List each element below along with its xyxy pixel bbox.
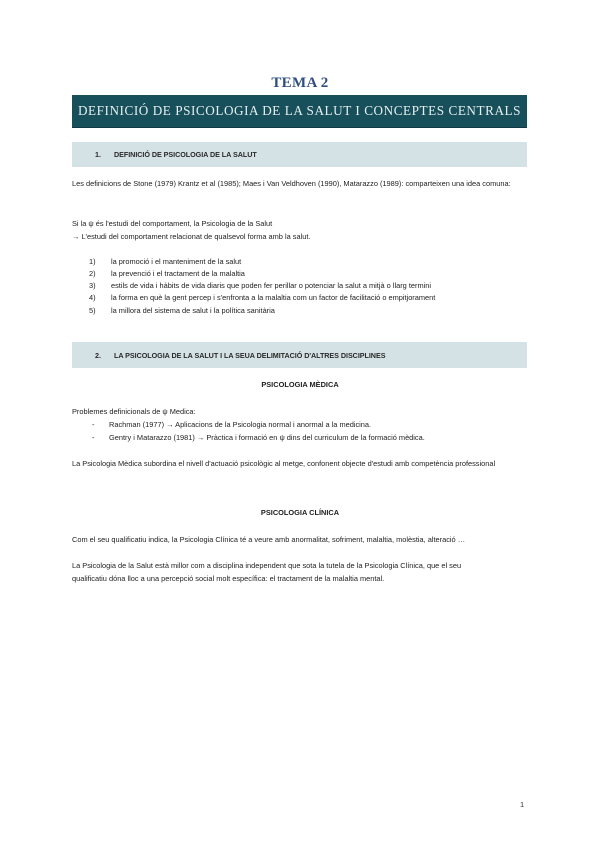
page-number: 1 [520, 800, 525, 809]
clinica-paragraph-1: Com el seu qualificatiu indica, la Psicologia Clínica té a veure amb anormalitat, sofriment, malaltia, molèstia, alteració … [72, 535, 466, 544]
list-item-number: 1) [89, 257, 96, 266]
main-title: DEFINICIÓ DE PSICOLOGIA DE LA SALUT I CONCEPTES CENTRALS [77, 103, 522, 118]
statement-line-2: → L'estudi del comportament relacionat de qualsevol forma amb la salut. [72, 232, 311, 241]
section-1-intro: Les definicions de Stone (1979) Krantz et al (1985); Maes i Van Veldhoven (1990), Matarazzo (1989): comparteixen una idea comuna: [72, 179, 511, 188]
section-2-title: LA PSICOLOGIA DE LA SALUT I LA SEUA DELIMITACIÓ D'ALTRES DISCIPLINES [114, 350, 386, 360]
section-1-number: 1. [95, 150, 101, 159]
heading-psicologia-clinica: PSICOLOGIA CLÍNICA [260, 508, 340, 517]
heading-psicologia-medica: PSICOLOGIA MÈDICA [261, 380, 339, 389]
list-item: la forma en què la gent percep i s'enfronta a la malaltia com un factor de facilitació o empitjorament [111, 293, 436, 302]
list-item-number: 4) [89, 293, 96, 302]
clinica-paragraph-2-line-2: qualificatiu dóna lloc a una percepció social molt específica: el tractament de la malaltia mental. [72, 574, 385, 583]
topic-label: TEMA 2 [271, 75, 329, 91]
bullet-dash: - [92, 433, 95, 442]
problems-label: Problemes definicionals de ψ Medica: [72, 407, 196, 416]
list-item: la millora del sistema de salut i la política sanitària [111, 306, 275, 315]
bullet-item: Rachman (1977) → Aplicacions de la Psicologia normal i anormal a la medicina. [109, 420, 372, 429]
section-1-banner [72, 142, 527, 167]
section-2-banner [72, 342, 527, 368]
list-item-number: 2) [89, 269, 96, 278]
bullet-dash: - [92, 420, 95, 429]
section-2-number: 2. [95, 350, 101, 360]
list-item: la prevenció i el tractament de la malaltia [111, 269, 245, 278]
main-title-banner [72, 95, 527, 128]
list-item: la promoció i el manteniment de la salut [111, 257, 242, 266]
section-1-title: DEFINICIÓ DE PSICOLOGIA DE LA SALUT [114, 150, 257, 159]
list-item-number: 3) [89, 281, 96, 290]
clinica-paragraph-2-line-1: La Psicologia de la Salut està millor com a disciplina independent que sota la tutela de la Psicologia Clínica, que el seu [72, 561, 462, 570]
statement-line-1: Si la ψ és l'estudi del comportament, la Psicologia de la Salut [72, 219, 273, 228]
list-item-number: 5) [89, 306, 96, 315]
bullet-item: Gentry i Matarazzo (1981) → Pràctica i formació en ψ dins del curriculum de la formació mèdica. [109, 433, 425, 442]
medica-paragraph: La Psicologia Mèdica subordina el nivell d'actuació psicològic al metge, confonent objecte d'estudi amb competència professional [72, 459, 496, 468]
list-item: estils de vida i hàbits de vida diaris que poden fer perillar o potenciar la salut a mitjà o llarg termini [111, 281, 432, 290]
